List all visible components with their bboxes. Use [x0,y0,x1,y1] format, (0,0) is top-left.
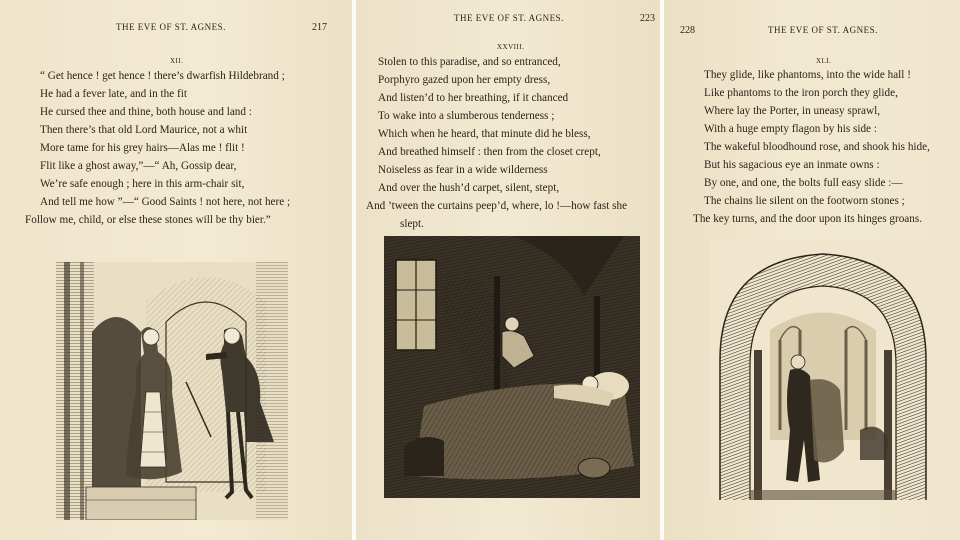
poem-stanza [692,66,930,228]
poem-line: And over the hush’d carpet, silent, stept, [378,182,560,194]
poem-line: And breathed himself : then from the closet crept, [378,146,601,158]
book-page-217 [0,0,352,540]
stanza-number: XII. [170,57,184,65]
poem-line: To wake into a slumberous tenderness ; [378,110,555,122]
poem-line: By one, and one, the bolts full easy slide :— [704,177,903,189]
poem-line: And listen’d to her breathing, if it chanced [378,92,569,104]
illustration-bedchamber [384,236,640,498]
poem-line: They glide, like phantoms, into the wide hall ! [704,69,911,81]
stanza-number: XLI. [816,57,832,65]
poem-stanza [25,67,291,229]
illustration-archway [710,240,936,500]
poem-line: We’re safe enough ; here in this arm-chair sit, [40,178,245,190]
poem-line: Stolen to this paradise, and so entranced, [378,56,561,68]
running-header: THE EVE OF ST. AGNES. [116,22,226,32]
running-header: THE EVE OF ST. AGNES. [768,25,878,35]
poem-line: Flit like a ghost away,”—“ Ah, Gossip dear, [40,160,237,172]
poem-line: Where lay the Porter, in uneasy sprawl, [704,105,881,117]
poem-line: “ Get hence ! get hence ! there’s dwarfish Hildebrand ; [40,70,285,82]
page-number: 228 [680,25,695,36]
book-page-228 [664,0,960,540]
poem-line: Which when he heard, that minute did he bless, [378,128,591,140]
poem-line: The chains lie silent on the footworn stones ; [704,195,905,207]
poem-line: Porphyro gazed upon her empty dress, [378,74,551,86]
poem-line: Like phantoms to the iron porch they glide, [704,87,898,99]
poem-line: But his sagacious eye an inmate owns : [704,159,880,171]
page-number: 223 [640,13,655,24]
poem-line: Then there’s that old Lord Maurice, not a whit [40,124,248,136]
poem-line: Follow me, child, or else these stones will be thy bier.” [25,214,271,226]
poem-stanza [366,53,627,233]
poem-line: Noiseless as fear in a wide wilderness [378,164,548,176]
poem-line: He cursed thee and thine, both house and land : [40,106,252,118]
poem-line: The key turns, and the door upon its hinges groans. [693,213,922,225]
poem-line: And tell me how ”—“ Good Saints ! not here, not here ; [40,196,291,208]
page-number: 217 [312,22,327,33]
book-page-223 [356,0,660,540]
poem-line: He had a fever late, and in the fit [40,88,187,100]
poem-line: More tame for his grey hairs—Alas me ! flit ! [40,142,245,154]
poem-line: With a huge empty flagon by his side : [704,123,877,135]
running-header: THE EVE OF ST. AGNES. [454,13,564,23]
poem-line: slept. [400,218,424,230]
stanza-number: XXVIII. [497,43,525,51]
poem-line: The wakeful bloodhound rose, and shook his hide, [704,141,930,153]
illustration-doorway [56,262,288,520]
poem-line: And ’tween the curtains peep’d, where, lo !—how fast she [366,200,628,212]
